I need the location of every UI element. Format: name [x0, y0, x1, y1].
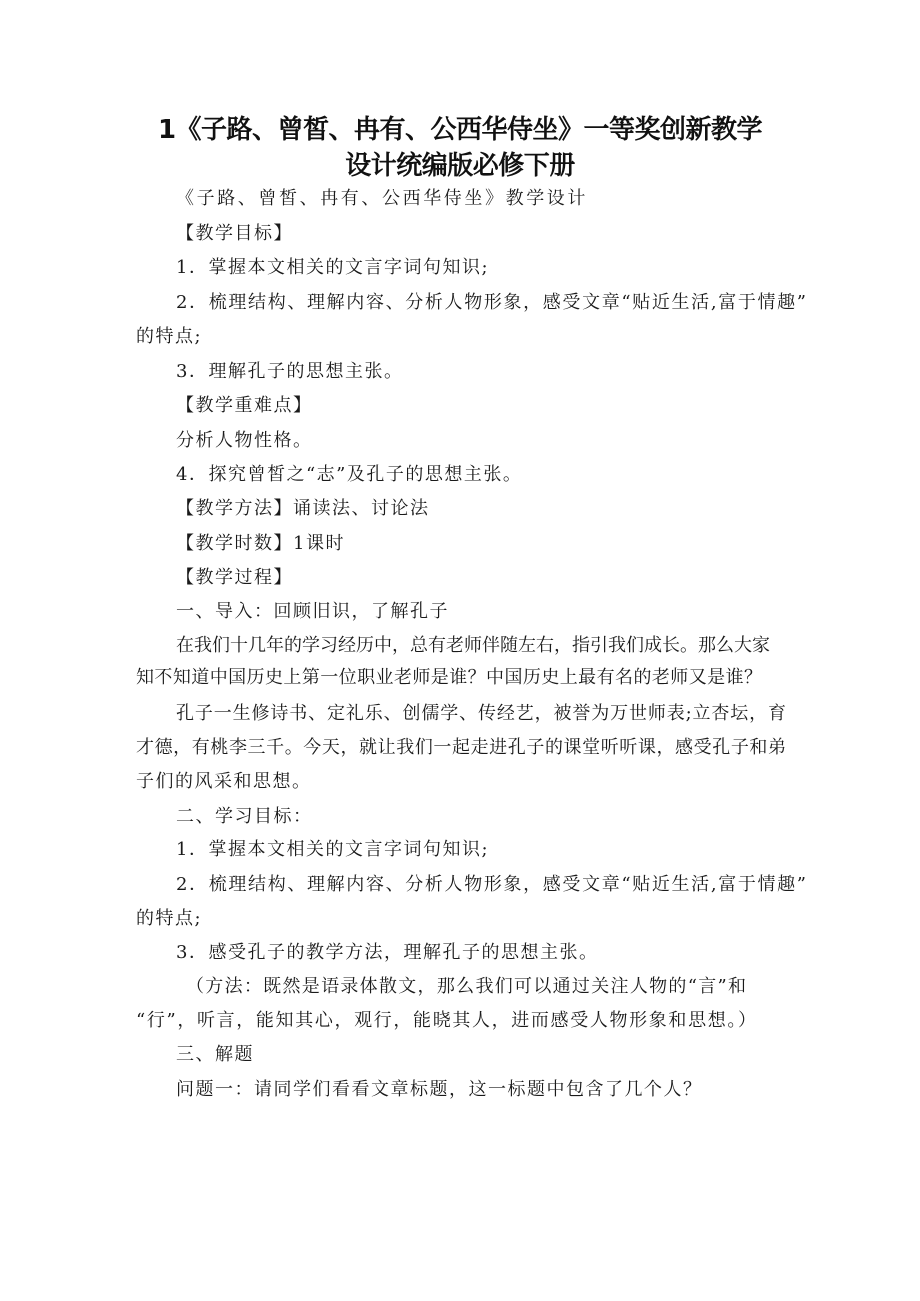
teaching-process-heading: 【教学过程】: [176, 567, 293, 588]
section-2-title: 二、学习目标：: [176, 806, 313, 827]
teaching-goal-1: 1．掌握本文相关的文言字词句知识;: [176, 257, 490, 278]
teaching-goal-3: 3．理解孔子的思想主张。: [176, 361, 404, 382]
document-title-line-1: 1《子路、曾皙、冉有、公西华侍坐》一等奖创新教学: [157, 115, 763, 145]
learning-goal-2-line-2: 的特点;: [136, 908, 203, 929]
document-subtitle: 《子路、曾皙、冉有、公西华侍坐》教学设计: [176, 188, 588, 209]
question-1: 问题一：请同学们看看文章标题，这一标题中包含了几个人？: [176, 1079, 703, 1100]
section-3-title: 三、解题: [176, 1044, 254, 1065]
paragraph-2-line-1: 孔子一生修诗书、定礼乐、创儒学、传经艺，被誉为万世师表;立杏坛，育: [176, 703, 786, 724]
document-title-line-2: 设计统编版必修下册: [345, 151, 575, 181]
section-1-title: 一、导入：回顾旧识，了解孔子: [176, 601, 449, 622]
learning-goal-3: 3．感受孔子的教学方法，理解孔子的思想主张。: [176, 942, 599, 963]
teaching-goal-2-line-2: 的特点;: [136, 326, 203, 347]
paragraph-1-line-1: 在我们十几年的学习经历中，总有老师伴随左右，指引我们成长。那么大家: [176, 635, 770, 656]
teaching-goals-heading: 【教学目标】: [176, 223, 293, 244]
paragraph-2-line-3: 子们的风采和思想。: [136, 771, 312, 792]
teaching-hours: 【教学时数】1课时: [176, 533, 345, 554]
teaching-goal-2-line-1: 2．梳理结构、理解内容、分析人物形象，感受文章“贴近生活,富于情趣”: [176, 292, 806, 313]
key-point-2: 4．探究曾皙之“志”及孔子的思想主张。: [176, 464, 523, 485]
method-note-line-2: “行”，听言，能知其心，观行，能晓其人，进而感受人物形象和思想。）: [136, 1010, 756, 1031]
key-points-heading: 【教学重难点】: [176, 395, 313, 416]
key-point-1: 分析人物性格。: [176, 430, 313, 451]
learning-goal-2-line-1: 2．梳理结构、理解内容、分析人物形象，感受文章“贴近生活,富于情趣”: [176, 874, 806, 895]
teaching-method: 【教学方法】诵读法、讨论法: [176, 498, 430, 519]
paragraph-1-line-2: 知不知道中国历史上第一位职业老师是谁？中国历史上最有名的老师又是谁？: [136, 667, 762, 688]
learning-goal-1: 1．掌握本文相关的文言字词句知识;: [176, 839, 490, 860]
method-note-line-1: （方法：既然是语录体散文，那么我们可以通过关注人物的“言”和: [186, 976, 746, 997]
paragraph-2-line-2: 才德，有桃李三千。今天，就让我们一起走进孔子的课堂听听课，感受孔子和弟: [136, 737, 786, 758]
